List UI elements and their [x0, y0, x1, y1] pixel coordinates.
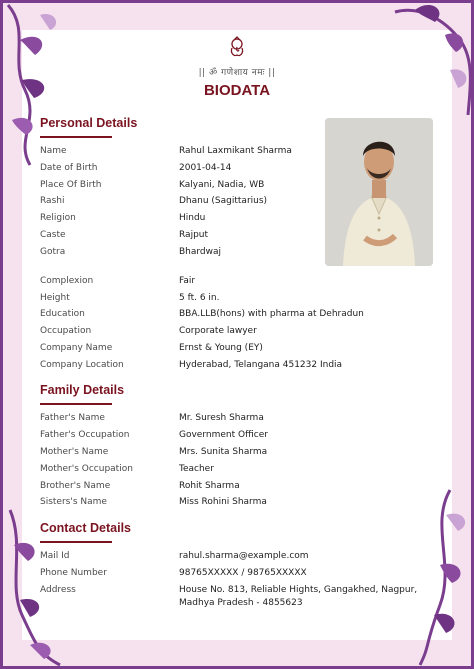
detail-label: Phone Number — [40, 568, 107, 578]
detail-value: Government Officer — [179, 430, 268, 440]
detail-label: Name — [40, 146, 67, 156]
mantra-text: || ॐ गणेशाय नमः || — [198, 68, 276, 78]
family-details-heading: Family Details — [40, 383, 125, 397]
detail-row-phone — [40, 568, 440, 582]
detail-row-rashi — [40, 196, 440, 210]
detail-value: 2001-04-14 — [179, 163, 232, 173]
personal-details-heading: Personal Details — [40, 116, 138, 130]
detail-value: Fair — [179, 276, 196, 286]
detail-value: Corporate lawyer — [179, 326, 257, 336]
detail-row-religion — [40, 213, 440, 227]
detail-value: 5 ft. 6 in. — [179, 293, 220, 303]
detail-label: Rashi — [40, 196, 65, 206]
detail-row-education — [40, 309, 440, 323]
detail-value: BBA.LLB(hons) with pharma at Dehradun — [179, 309, 364, 319]
detail-label: Date of Birth — [40, 163, 98, 173]
detail-value: House No. 813, Reliable Hights, Gangakhed, Nagpur, — [179, 585, 418, 595]
ganesha-icon — [225, 35, 249, 59]
detail-label: Father's Occupation — [40, 430, 130, 440]
detail-label: Mother's Name — [40, 447, 109, 457]
detail-value: rahul.sharma@example.com — [179, 551, 309, 561]
detail-row-name — [40, 146, 440, 160]
detail-value: 98765XXXXX / 98765XXXXX — [179, 568, 307, 578]
detail-label: Mother's Occupation — [40, 464, 133, 474]
detail-value: Miss Rohini Sharma — [179, 497, 267, 507]
page-title: BIODATA — [203, 82, 271, 99]
detail-value: Mrs. Sunita Sharma — [179, 447, 268, 457]
detail-row-occupation — [40, 326, 440, 340]
detail-row-mail — [40, 551, 440, 565]
detail-label: Religion — [40, 213, 76, 223]
detail-row-company-location — [40, 360, 440, 374]
detail-value: Rahul Laxmikant Sharma — [179, 146, 292, 156]
detail-label: Company Name — [40, 343, 113, 353]
detail-row-sister-name — [40, 497, 440, 511]
detail-row-gotra — [40, 247, 440, 261]
detail-value: Kalyani, Nadia, WB — [179, 180, 265, 190]
detail-row-dob — [40, 163, 440, 177]
section-divider — [40, 403, 112, 405]
detail-row-complexion — [40, 276, 440, 290]
detail-value: Rohit Sharma — [179, 481, 240, 491]
detail-label: Brother's Name — [40, 481, 111, 491]
detail-label: Company Location — [40, 360, 124, 370]
detail-label: Complexion — [40, 276, 94, 286]
detail-label: Caste — [40, 230, 66, 240]
detail-label: Gotra — [40, 247, 66, 257]
detail-row-mother-occupation — [40, 464, 440, 478]
detail-row-caste — [40, 230, 440, 244]
detail-row-father-occupation — [40, 430, 440, 444]
detail-row-company-name — [40, 343, 440, 357]
detail-value: Rajput — [179, 230, 209, 240]
detail-row-birthplace — [40, 180, 440, 194]
detail-label: Place Of Birth — [40, 180, 102, 190]
detail-value: Teacher — [179, 464, 214, 474]
detail-row-mother-name — [40, 447, 440, 461]
detail-label: Education — [40, 309, 85, 319]
detail-label: Height — [40, 293, 70, 303]
section-divider — [40, 136, 112, 138]
detail-label: Father's Name — [40, 413, 105, 423]
detail-row-address — [40, 585, 440, 599]
detail-row-height — [40, 293, 440, 307]
detail-value: Madhya Pradesh - 4855623 — [179, 598, 303, 608]
detail-value: Hindu — [179, 213, 206, 223]
detail-value: Dhanu (Sagittarius) — [179, 196, 268, 206]
detail-row-brother-name — [40, 481, 440, 495]
detail-label: Occupation — [40, 326, 92, 336]
section-divider — [40, 541, 112, 543]
floral-ornament-icon — [390, 0, 474, 120]
contact-details-heading: Contact Details — [40, 521, 131, 535]
detail-row-father-name — [40, 413, 440, 427]
detail-label: Sisters's Name — [40, 497, 107, 507]
detail-row-address-line2 — [40, 598, 440, 612]
detail-value: Hyderabad, Telangana 451232 India — [179, 360, 343, 370]
detail-label: Address — [40, 585, 76, 595]
detail-value: Mr. Suresh Sharma — [179, 413, 264, 423]
detail-value: Bhardwaj — [179, 247, 222, 257]
detail-value: Ernst & Young (EY) — [179, 343, 263, 353]
detail-label: Mail Id — [40, 551, 70, 561]
